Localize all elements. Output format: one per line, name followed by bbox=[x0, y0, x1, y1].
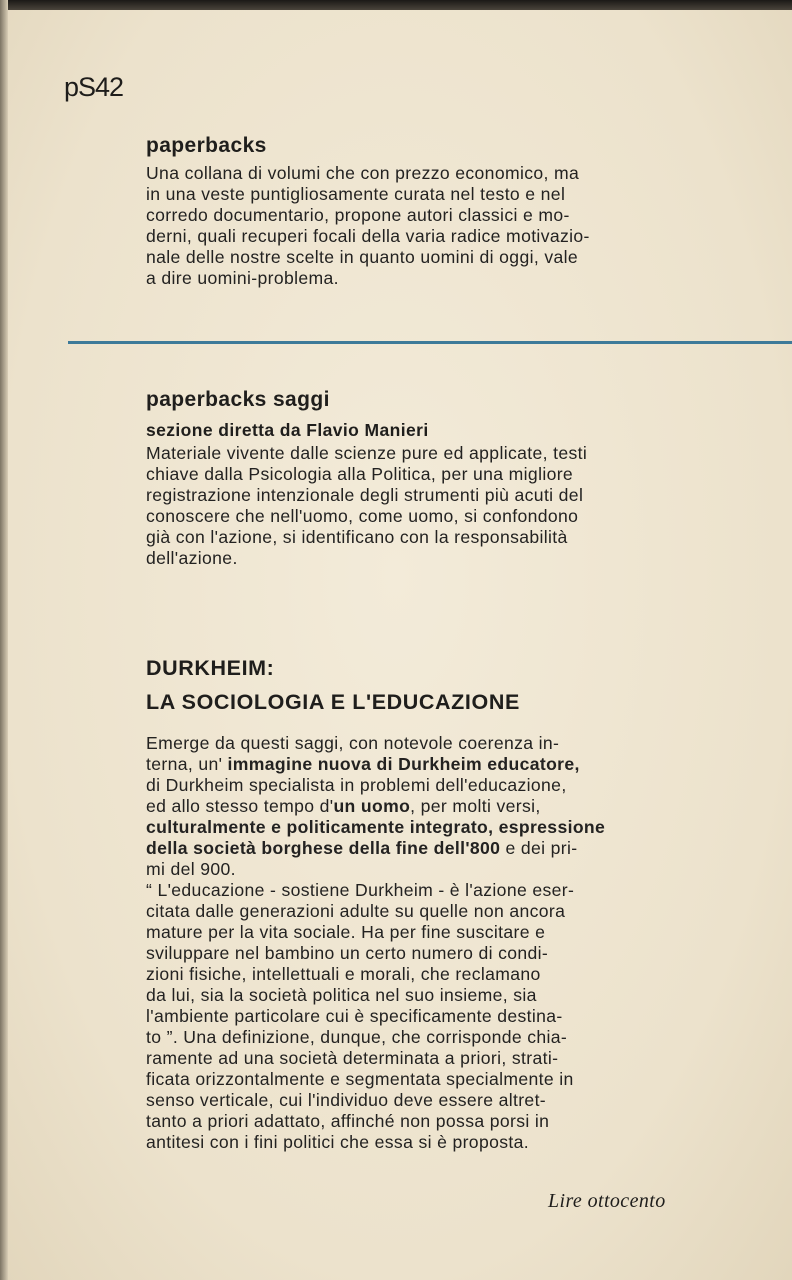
blurb-bold-run: immagine nuova di Durkheim educatore, bbox=[227, 754, 580, 774]
text-line: in una veste puntigliosamente curata nel testo e nel bbox=[146, 184, 566, 204]
blurb-line bbox=[146, 838, 746, 859]
text-line: già con l'azione, si identificano con la responsabilità bbox=[146, 527, 568, 547]
blurb-run: , per molti versi, bbox=[410, 796, 541, 816]
blurb-run: e dei pri- bbox=[500, 838, 578, 858]
text-line: corredo documentario, propone autori classici e mo- bbox=[146, 205, 570, 225]
blurb-run: sviluppare nel bambino un certo numero di condi- bbox=[146, 943, 549, 963]
book-blurb bbox=[146, 733, 746, 1153]
blurb-run: ed allo stesso tempo d' bbox=[146, 796, 334, 816]
blurb-line bbox=[146, 796, 746, 817]
book-title-line-2: LA SOCIOLOGIA E L'EDUCAZIONE bbox=[146, 690, 520, 714]
text-line: nale delle nostre scelte in quanto uomini di oggi, vale bbox=[146, 247, 578, 267]
blurb-run: citata dalle generazioni adulte su quelle non ancora bbox=[146, 901, 566, 921]
blurb-run: l'ambiente particolare cui è specificamente destina- bbox=[146, 1006, 563, 1026]
blurb-line bbox=[146, 943, 746, 964]
subseries-heading: paperbacks saggi bbox=[146, 388, 330, 411]
blurb-line bbox=[146, 733, 746, 754]
series-description bbox=[146, 163, 746, 289]
blurb-run: mi del 900. bbox=[146, 859, 236, 879]
blurb-run: da lui, sia la società politica nel suo insieme, sia bbox=[146, 985, 537, 1005]
series-logo: pS42 bbox=[64, 72, 124, 102]
blurb-run: “ L'educazione - sostiene Durkheim - è l'azione eser- bbox=[146, 880, 575, 900]
blurb-line bbox=[146, 985, 746, 1006]
text-line: Una collana di volumi che con prezzo economico, ma bbox=[146, 163, 580, 183]
text-line: derni, quali recuperi focali della varia radice motivazio- bbox=[146, 226, 590, 246]
text-line: chiave dalla Psicologia alla Politica, per una migliore bbox=[146, 464, 574, 484]
blurb-run: antitesi con i fini politici che essa si è proposta. bbox=[146, 1132, 529, 1152]
blurb-run: di Durkheim specialista in problemi dell'educazione, bbox=[146, 775, 567, 795]
blurb-line bbox=[146, 1006, 746, 1027]
text-line: Materiale vivente dalle scienze pure ed applicate, testi bbox=[146, 443, 588, 463]
blurb-line bbox=[146, 1069, 746, 1090]
text-line: a dire uomini-problema. bbox=[146, 268, 339, 288]
subseries-editor: sezione diretta da Flavio Manieri bbox=[146, 420, 429, 440]
blurb-run: ramente ad una società determinata a priori, strati- bbox=[146, 1048, 559, 1068]
blurb-run: senso verticale, cui l'individuo deve essere altret- bbox=[146, 1090, 547, 1110]
blurb-run: tanto a priori adattato, affinché non possa porsi in bbox=[146, 1111, 550, 1131]
text-line: registrazione intenzionale degli strumenti più acuti del bbox=[146, 485, 584, 505]
blurb-line bbox=[146, 901, 746, 922]
text-line: conoscere che nell'uomo, come uomo, si confondono bbox=[146, 506, 579, 526]
blurb-line bbox=[146, 754, 746, 775]
subseries-description bbox=[146, 443, 746, 569]
blurb-line bbox=[146, 1027, 746, 1048]
blurb-run: Emerge da questi saggi, con notevole coerenza in- bbox=[146, 733, 560, 753]
series-heading: paperbacks bbox=[146, 134, 267, 157]
blurb-line bbox=[146, 817, 746, 838]
blurb-line bbox=[146, 964, 746, 985]
blurb-line bbox=[146, 880, 746, 901]
blurb-bold-run: un uomo bbox=[333, 796, 411, 816]
blurb-run: ficata orizzontalmente e segmentata specialmente in bbox=[146, 1069, 574, 1089]
blurb-line bbox=[146, 1111, 746, 1132]
cover-left-edge bbox=[0, 0, 8, 1280]
book-title-line-1: DURKHEIM: bbox=[146, 656, 275, 680]
blurb-line bbox=[146, 1090, 746, 1111]
blurb-bold-run: della società borghese della fine dell'800 bbox=[146, 838, 501, 858]
blurb-line bbox=[146, 922, 746, 943]
blurb-run: terna, un' bbox=[146, 754, 228, 774]
blurb-line bbox=[146, 859, 746, 880]
cover-top-edge bbox=[0, 0, 792, 10]
blurb-line bbox=[146, 1132, 746, 1153]
text-line: dell'azione. bbox=[146, 548, 238, 568]
blurb-line bbox=[146, 775, 746, 796]
price: Lire ottocento bbox=[548, 1190, 666, 1212]
blurb-run: zioni fisiche, intellettuali e morali, che reclamano bbox=[146, 964, 541, 984]
blurb-line bbox=[146, 1048, 746, 1069]
blurb-run: mature per la vita sociale. Ha per fine suscitare e bbox=[146, 922, 546, 942]
blurb-bold-run: culturalmente e politicamente integrato, espressione bbox=[146, 817, 606, 837]
blurb-run: to ”. Una definizione, dunque, che corrisponde chia- bbox=[146, 1027, 568, 1047]
section-divider bbox=[68, 341, 792, 344]
